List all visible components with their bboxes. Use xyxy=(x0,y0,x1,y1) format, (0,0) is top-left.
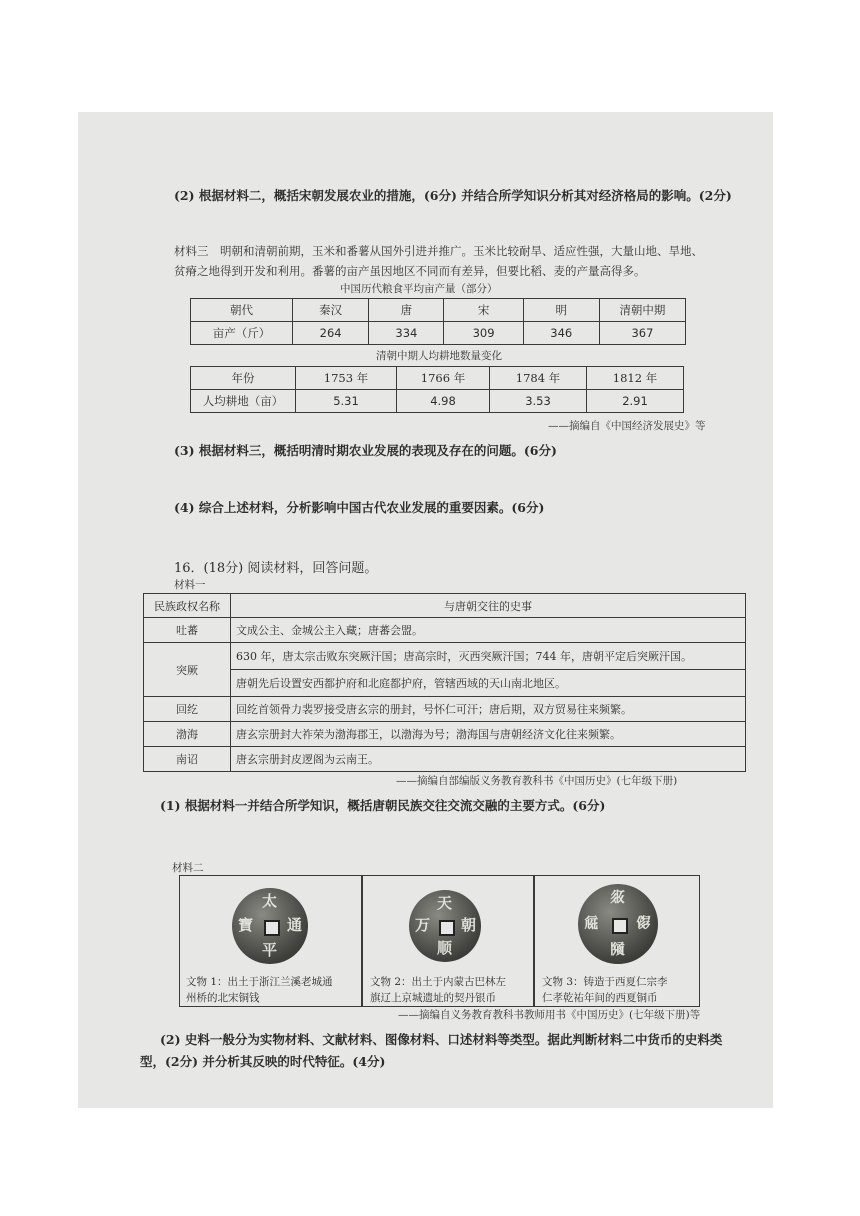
table-row xyxy=(191,322,686,345)
material-3-line-1: 材料三 明朝和清朝前期，玉米和番薯从国外引进并推广。玉米比较耐旱、适应性强，大量山地、旱地、 xyxy=(174,244,703,258)
question-2: (2) 根据材料二，概括宋朝发展农业的措施，(6分) 并结合所学知识分析其对经济格局的影响。(2分) xyxy=(174,188,732,203)
table-2-title: 清朝中期人均耕地数量变化 xyxy=(376,350,502,362)
caption-line: 文物 2：出土于内蒙古巴林左 xyxy=(370,976,507,988)
table-header-cell: 1812 年 xyxy=(587,367,684,390)
table-cell: 5.31 xyxy=(296,390,397,413)
table-row xyxy=(144,670,746,697)
material-2-source: ——摘编自义务教育教科书教师用书《中国历史》(七年级下册)等 xyxy=(398,1009,701,1021)
table-cell: 吐蕃 xyxy=(144,618,231,643)
table-row xyxy=(144,643,746,670)
material-3-source: ——摘编自《中国经济发展史》等 xyxy=(548,420,706,432)
table-row xyxy=(144,697,746,722)
table-row xyxy=(144,722,746,747)
table-cell: 渤海 xyxy=(144,722,231,747)
coin-glyph: 𗼇 xyxy=(610,888,626,906)
grain-yield-table xyxy=(190,298,686,345)
question-16-title: 16．(18分) 阅读材料，回答问题。 xyxy=(174,561,378,576)
table-row xyxy=(144,747,746,772)
coin-glyph: 万 xyxy=(415,916,431,934)
artifact-1 xyxy=(179,875,363,1007)
table-row xyxy=(191,390,684,413)
artifact-3 xyxy=(533,875,700,1007)
question-16-2-line-1: (2) 史料一般分为实物材料、文献材料、图像材料、口述材料等类型。据此判断材料二中货币的史料类 xyxy=(160,1032,723,1047)
table-1-title: 中国历代粮食平均亩产量（部分） xyxy=(340,283,498,295)
table-cell: 630 年，唐太宗击败东突厥汗国；唐高宗时，灭西突厥汗国；744 年，唐朝平定后突厥汗国。 xyxy=(231,643,746,670)
table-cell: 亩产（斤） xyxy=(191,322,293,345)
question-16-1: (1) 根据材料一并结合所学知识，概括唐朝民族交往交流交融的主要方式。(6分) xyxy=(160,798,606,813)
table-row xyxy=(191,299,686,322)
question-16-2-line-2: 型，(2分) 并分析其反映的时代特征。(4分) xyxy=(140,1054,386,1069)
table-cell: 309 xyxy=(444,322,523,345)
table-row xyxy=(191,367,684,390)
table-row xyxy=(144,618,746,643)
table-header-cell: 明 xyxy=(523,299,599,322)
table-cell: 3.53 xyxy=(490,390,587,413)
material-1-source: ——摘编自部编版义务教育教科书《中国历史》(七年级下册) xyxy=(396,775,678,787)
coin-glyph: 太 xyxy=(262,892,278,910)
caption-line: 文物 3：铸造于西夏仁宗李 xyxy=(542,976,668,988)
farmland-per-capita-table xyxy=(190,366,684,413)
table-header-cell: 民族政权名称 xyxy=(144,594,231,618)
material-2-label: 材料二 xyxy=(172,862,204,874)
table-cell: 346 xyxy=(523,322,599,345)
coin-glyph: 顺 xyxy=(437,939,453,957)
artifact-2-caption xyxy=(370,974,506,1006)
question-3: (3) 根据材料三，概括明清时期农业发展的表现及存在的问题。(6分) xyxy=(174,443,557,458)
caption-line: 仁孝乾祐年间的西夏铜币 xyxy=(542,992,658,1004)
artifact-2 xyxy=(361,875,535,1007)
coin-glyph: 𗏁 xyxy=(584,914,600,932)
northern-song-coin-icon xyxy=(232,888,308,964)
coin-glyph: 天 xyxy=(437,894,453,912)
table-header-cell: 1784 年 xyxy=(490,367,587,390)
table-cell: 南诏 xyxy=(144,747,231,772)
table-header-cell: 1766 年 xyxy=(397,367,490,390)
table-header-cell: 1753 年 xyxy=(296,367,397,390)
table-cell: 2.91 xyxy=(587,390,684,413)
table-header-cell: 清朝中期 xyxy=(599,299,685,322)
khitan-silver-coin-icon xyxy=(409,890,481,962)
table-cell: 回纥 xyxy=(144,697,231,722)
table-cell: 334 xyxy=(369,322,444,345)
caption-line: 旗辽上京城遗址的契丹银币 xyxy=(370,992,496,1004)
coin-glyph: 𗂧 xyxy=(610,940,626,958)
table-cell: 367 xyxy=(599,322,685,345)
table-header-cell: 秦汉 xyxy=(293,299,369,322)
coin-glyph: 寶 xyxy=(238,916,254,934)
western-xia-coin-icon xyxy=(578,884,658,964)
table-header-cell: 朝代 xyxy=(191,299,293,322)
caption-line: 文物 1：出土于浙江兰溪老城通 xyxy=(186,976,333,988)
material-3-line-2: 贫瘠之地得到开发和利用。番薯的亩产虽因地区不同而有差异，但要比稻、麦的产量高得多。 xyxy=(174,264,646,278)
table-header-cell: 年份 xyxy=(191,367,296,390)
coin-glyph: 𗃮 xyxy=(636,914,652,932)
table-cell: 突厥 xyxy=(144,643,231,697)
artifact-1-caption xyxy=(186,974,333,1006)
table-cell: 唐玄宗册封皮逻阁为云南王。 xyxy=(231,747,746,772)
coin-glyph: 平 xyxy=(262,941,278,959)
table-cell: 回纥首领骨力裴罗接受唐玄宗的册封，号怀仁可汗；唐后期，双方贸易往来频繁。 xyxy=(231,697,746,722)
coin-glyph: 朝 xyxy=(461,916,477,934)
table-cell: 唐玄宗册封大祚荣为渤海郡王，以渤海为号；渤海国与唐朝经济文化往来频繁。 xyxy=(231,722,746,747)
artifact-3-caption xyxy=(542,974,668,1006)
table-cell: 唐朝先后设置安西都护府和北庭都护府，管辖西域的天山南北地区。 xyxy=(231,670,746,697)
tang-relations-table xyxy=(143,593,746,772)
table-cell: 4.98 xyxy=(397,390,490,413)
question-4: (4) 综合上述材料，分析影响中国古代农业发展的重要因素。(6分) xyxy=(174,500,545,515)
table-row xyxy=(144,594,746,618)
table-header-cell: 与唐朝交往的史事 xyxy=(231,594,746,618)
table-header-cell: 宋 xyxy=(444,299,523,322)
table-cell: 人均耕地（亩） xyxy=(191,390,296,413)
table-cell: 264 xyxy=(293,322,369,345)
coin-glyph: 通 xyxy=(287,916,303,934)
caption-line: 州桥的北宋铜钱 xyxy=(186,992,260,1004)
table-cell: 文成公主、金城公主入藏；唐蕃会盟。 xyxy=(231,618,746,643)
table-header-cell: 唐 xyxy=(369,299,444,322)
material-1-label: 材料一 xyxy=(174,579,206,591)
